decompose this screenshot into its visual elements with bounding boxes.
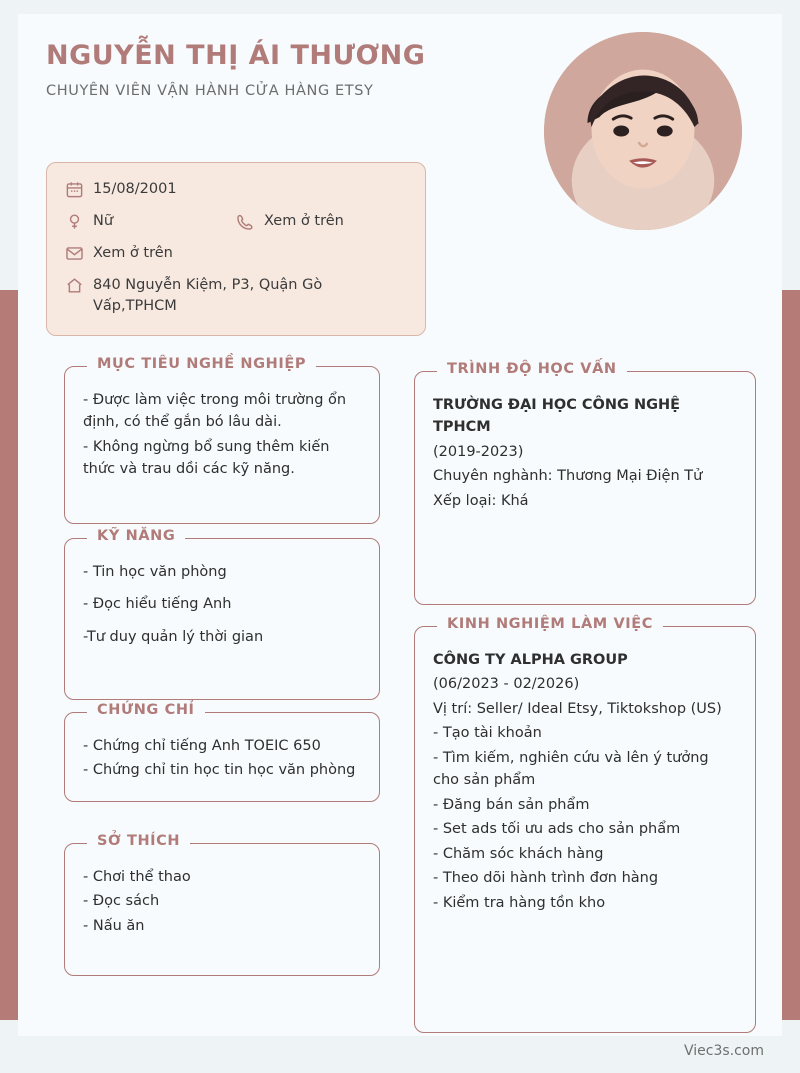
skill-item: - Đọc hiểu tiếng Anh <box>83 596 232 613</box>
section-title-experience: KINH NGHIỆM LÀM VIỆC <box>437 616 663 632</box>
experience-position: Vị trí: Seller/ Ideal Etsy, Tiktokshop (US) <box>433 700 722 717</box>
experience-company: CÔNG TY ALPHA GROUP <box>433 652 628 668</box>
certificate-item: - Chứng chỉ tiếng Anh TOEIC 650 <box>83 738 321 754</box>
section-title-objective: MỤC TIÊU NGHỀ NGHIỆP <box>87 356 316 372</box>
skill-item: -Tư duy quản lý thời gian <box>83 628 264 645</box>
page-title: NGUYỄN THỊ ÁI THƯƠNG <box>46 40 426 71</box>
section-body-skills <box>65 539 379 666</box>
objective-line: - Được làm việc trong môi trường ổn định, có thể gắn bó lâu dài. <box>83 392 347 431</box>
education-school: TRƯỜNG ĐẠI HỌC CÔNG NGHỆ TPHCM <box>433 397 681 436</box>
phone-icon <box>236 212 255 231</box>
section-education <box>414 361 756 605</box>
address-value: 840 Nguyễn Kiệm, P3, Quận Gò Vấp,TPHCM <box>93 277 323 315</box>
experience-duty: - Tìm kiếm, nghiên cứu và lên ý tưởng cho sản phẩm <box>433 749 709 789</box>
birthday-value: 15/08/2001 <box>93 181 177 197</box>
section-hobbies <box>64 833 380 976</box>
section-experience <box>414 616 756 1033</box>
experience-period: (06/2023 - 02/2026) <box>433 676 580 693</box>
envelope-icon <box>65 244 84 263</box>
home-icon <box>65 276 84 295</box>
experience-duty: - Set ads tối ưu ads cho sản phẩm <box>433 821 681 838</box>
hobby-item: - Nấu ăn <box>83 917 145 934</box>
section-body-hobbies <box>65 844 379 955</box>
experience-duty: - Đăng bán sản phẩm <box>433 796 590 813</box>
experience-duty: - Kiểm tra hàng tồn kho <box>433 894 606 911</box>
education-period: (2019-2023) <box>433 443 524 460</box>
section-body-objective <box>65 367 379 499</box>
avatar <box>544 32 742 230</box>
section-certificates <box>64 702 380 802</box>
gender-value: Nữ <box>93 213 114 230</box>
experience-duty: - Theo dõi hành trình đơn hàng <box>433 870 659 887</box>
experience-duty: - Tạo tài khoản <box>433 725 542 742</box>
contact-row-gender-phone <box>65 211 407 232</box>
education-major: Chuyên nghành: Thương Mại Điện Tử <box>433 468 703 485</box>
header <box>46 40 526 99</box>
section-body-certificates <box>65 713 379 800</box>
phone-value: Xem ở trên <box>264 213 344 230</box>
hobby-item: - Chơi thể thao <box>83 869 191 885</box>
contact-cell-gender <box>65 211 236 232</box>
contact-row-birthday <box>65 179 407 200</box>
section-title-skills: KỸ NĂNG <box>87 528 185 544</box>
gender-icon <box>65 212 84 231</box>
section-title-education: TRÌNH ĐỘ HỌC VẤN <box>437 361 627 377</box>
section-title-hobbies: SỞ THÍCH <box>87 833 190 849</box>
hobby-item: - Đọc sách <box>83 893 160 910</box>
email-value: Xem ở trên <box>93 245 173 262</box>
section-body-education <box>415 372 755 530</box>
calendar-icon <box>65 180 84 199</box>
skill-item: - Tin học văn phòng <box>83 564 227 580</box>
section-skills <box>64 528 380 700</box>
section-body-experience <box>415 627 755 932</box>
contact-box <box>46 162 426 336</box>
experience-duty: - Chăm sóc khách hàng <box>433 845 604 862</box>
education-grade: Xếp loại: Khá <box>433 492 529 509</box>
contact-row-address <box>65 275 407 317</box>
certificate-item: - Chứng chỉ tin học tin học văn phòng <box>83 762 356 779</box>
section-title-certificates: CHỨNG CHỈ <box>87 702 205 718</box>
watermark: Viec3s.com <box>683 1043 764 1059</box>
contact-row-email <box>65 243 407 264</box>
section-objective <box>64 356 380 524</box>
contact-cell-phone <box>236 211 407 232</box>
objective-line: - Không ngừng bổ sung thêm kiến thức và trau dồi các kỹ năng. <box>83 438 330 478</box>
job-title: CHUYÊN VIÊN VẬN HÀNH CỬA HÀNG ETSY <box>46 83 374 100</box>
